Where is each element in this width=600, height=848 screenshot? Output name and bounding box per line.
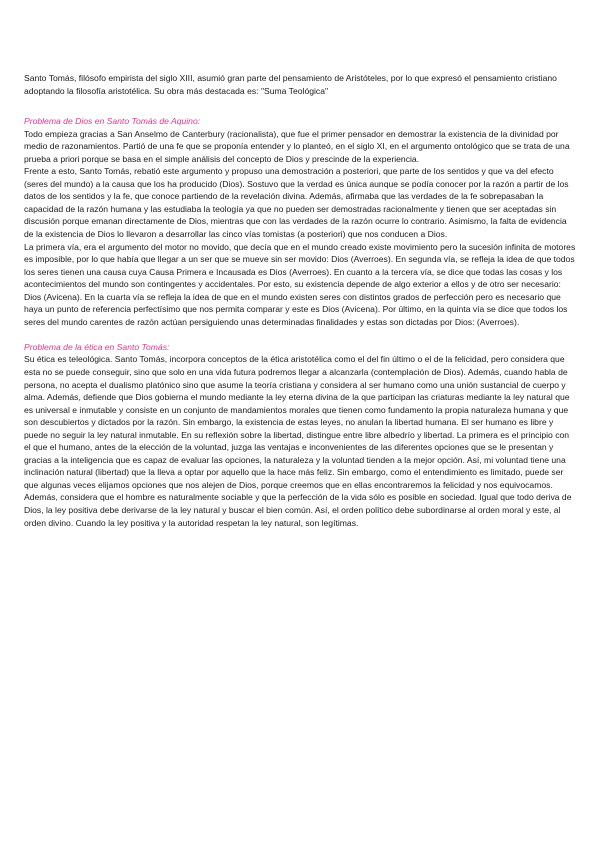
section-spacer <box>24 328 576 341</box>
document-page <box>24 72 576 529</box>
paragraph-aposteriori: Frente a esto, Santo Tomás, rebatió este argumento y propuso una demostración a posteriori, que parte de los sentidos y que va del efecto (seres del mundo) a la causa que los ha producido (Dios). Sostuvo que la verdad es única aunque se podía conocer por la razón a partir de los datos de los sentidos y la fe, que conoce partiendo de la revelación divina. Además, afirmaba que las verdades de la fe sobrepasaban la capacidad de la razón humana y las estudiaba la teología ya que no pueden ser demostradas racionalmente y tienen que ser aceptadas sin discusión porque emanan directamente de Dios, mientras que con las verdades de la razón ocurre lo contrario. Asimismo, la falta de evidencia de la existencia de Dios lo llevaron a desarrollar las cinco vías tomistas (a posteriori) que nos conducen a Dios. <box>24 166 569 240</box>
section-heading-god: Problema de Dios en Santo Tomás de Aquino: <box>24 116 201 127</box>
paragraph-ethics: Su ética es teleológica. Santo Tomás, incorpora conceptos de la ética aristotélica como el del fin último o el de la felicidad, pero considera que esta no se puede conseguir, sino que solo en una vida futura podremos llegar a alcanzarla (contemplación de Dios). Además, cuando habla de persona, no acepta el dualismo platónico sino que asume la teoría cristiana y considera al ser humano como una unión sustancial de cuerpo y alma. Además, defiende que Dios gobierna el mundo mediante la ley eterna divina de la que participan las criaturas mediante la ley natural que es universal e inmutable y consiste en un conjunto de mandamientos morales que tienen como fundamento la propia naturaleza humana y que son descubiertos y dictados por la razón. Sin embargo, la existencia de estas leyes, no anulan la libertad humana. El ser humano es libre y puede no seguir la ley natural inmutable. En su reflexión sobre la libertad, distingue entre libre albedrío y libertad. La primera es el principio con el que el humano, antes de la elección de la voluntad, juzga las ventajas e inconvenientes de las diferentes opciones que se le presentan y gracias a la inteligencia que es capaz de evaluar las opciones, la naturaleza y la voluntad tienden a la mejor opción. Así, mi voluntad tiene una inclinación natural (libertad) que la lleva a optar por aquello que la hace más feliz. Sin embargo, como el entendimiento es limitado, puede ser que algunas veces elijamos opciones que nos alejen de Dios, porque creemos que en ellas encontraremos la felicidad y nos equivocamos. Además, considera que el hombre es naturalmente sociable y que la perfección de la vida sólo es posible en sociedad. Igual que todo deriva de Dios, la ley positiva debe derivarse de la ley natural y buscar el bien común. Así, el orden político debe subordinarse al orden moral y este, al orden divino. Cuando la ley positiva y la autoridad respetan la ley natural, son legítimas. <box>24 354 572 528</box>
paragraph-five-ways: La primera vía, era el argumento del motor no movido, que decía que en el mundo creado existe movimiento pero la sucesión infinita de motores es imposible, por lo que había que llegar a un ser que se mueve sin ser movido: Dios (Averroes). En segunda vía, se refleja la idea de que todos los seres tienen una causa cuya Causa Primera e Incausada es Dios (Averroes). En cuanto a la tercera vía, se dice que todas las cosas y los acontecimientos del mundo son contingentes y accidentales. Por esto, su existencia depende de algo exterior a ellos y de otro ser necesario: Dios (Avicena). En la cuarta vía se refleja la idea de que en el mundo existen seres con distintos grados de perfección pero es necesario que haya un punto de referencia perfectísimo que nos permita comparar y este es Dios (Avicena). Por último, en la quinta vía se dice que todos los seres del mundo carentes de razón actúan persiguiendo unas determinadas finalidades y estas son dictadas por Dios: (Averroes). <box>24 241 576 327</box>
paragraph-anselm: Todo empieza gracias a San Anselmo de Canterbury (racionalista), que fue el primer pensador en demostrar la existencia de la divinidad por medio de razonamientos. Partió de una fe que se proponía entender y lo planteó, en el siglo XI, en el argumento ontológico que se trata de una prueba a priori porque se basa en el simple análisis del concepto de Dios y prescinde de la experiencia. <box>24 128 570 164</box>
intro-paragraph: Santo Tomás, filósofo empirista del siglo XIII, asumió gran parte del pensamiento de Aristóteles, por lo que expresó el pensamiento cristiano adoptando la filosofía aristotélica. Su obra más destacada es: "Suma Teológica" <box>24 73 557 96</box>
section-heading-ethics: Problema de la ética en Santo Tomás: <box>24 341 170 352</box>
